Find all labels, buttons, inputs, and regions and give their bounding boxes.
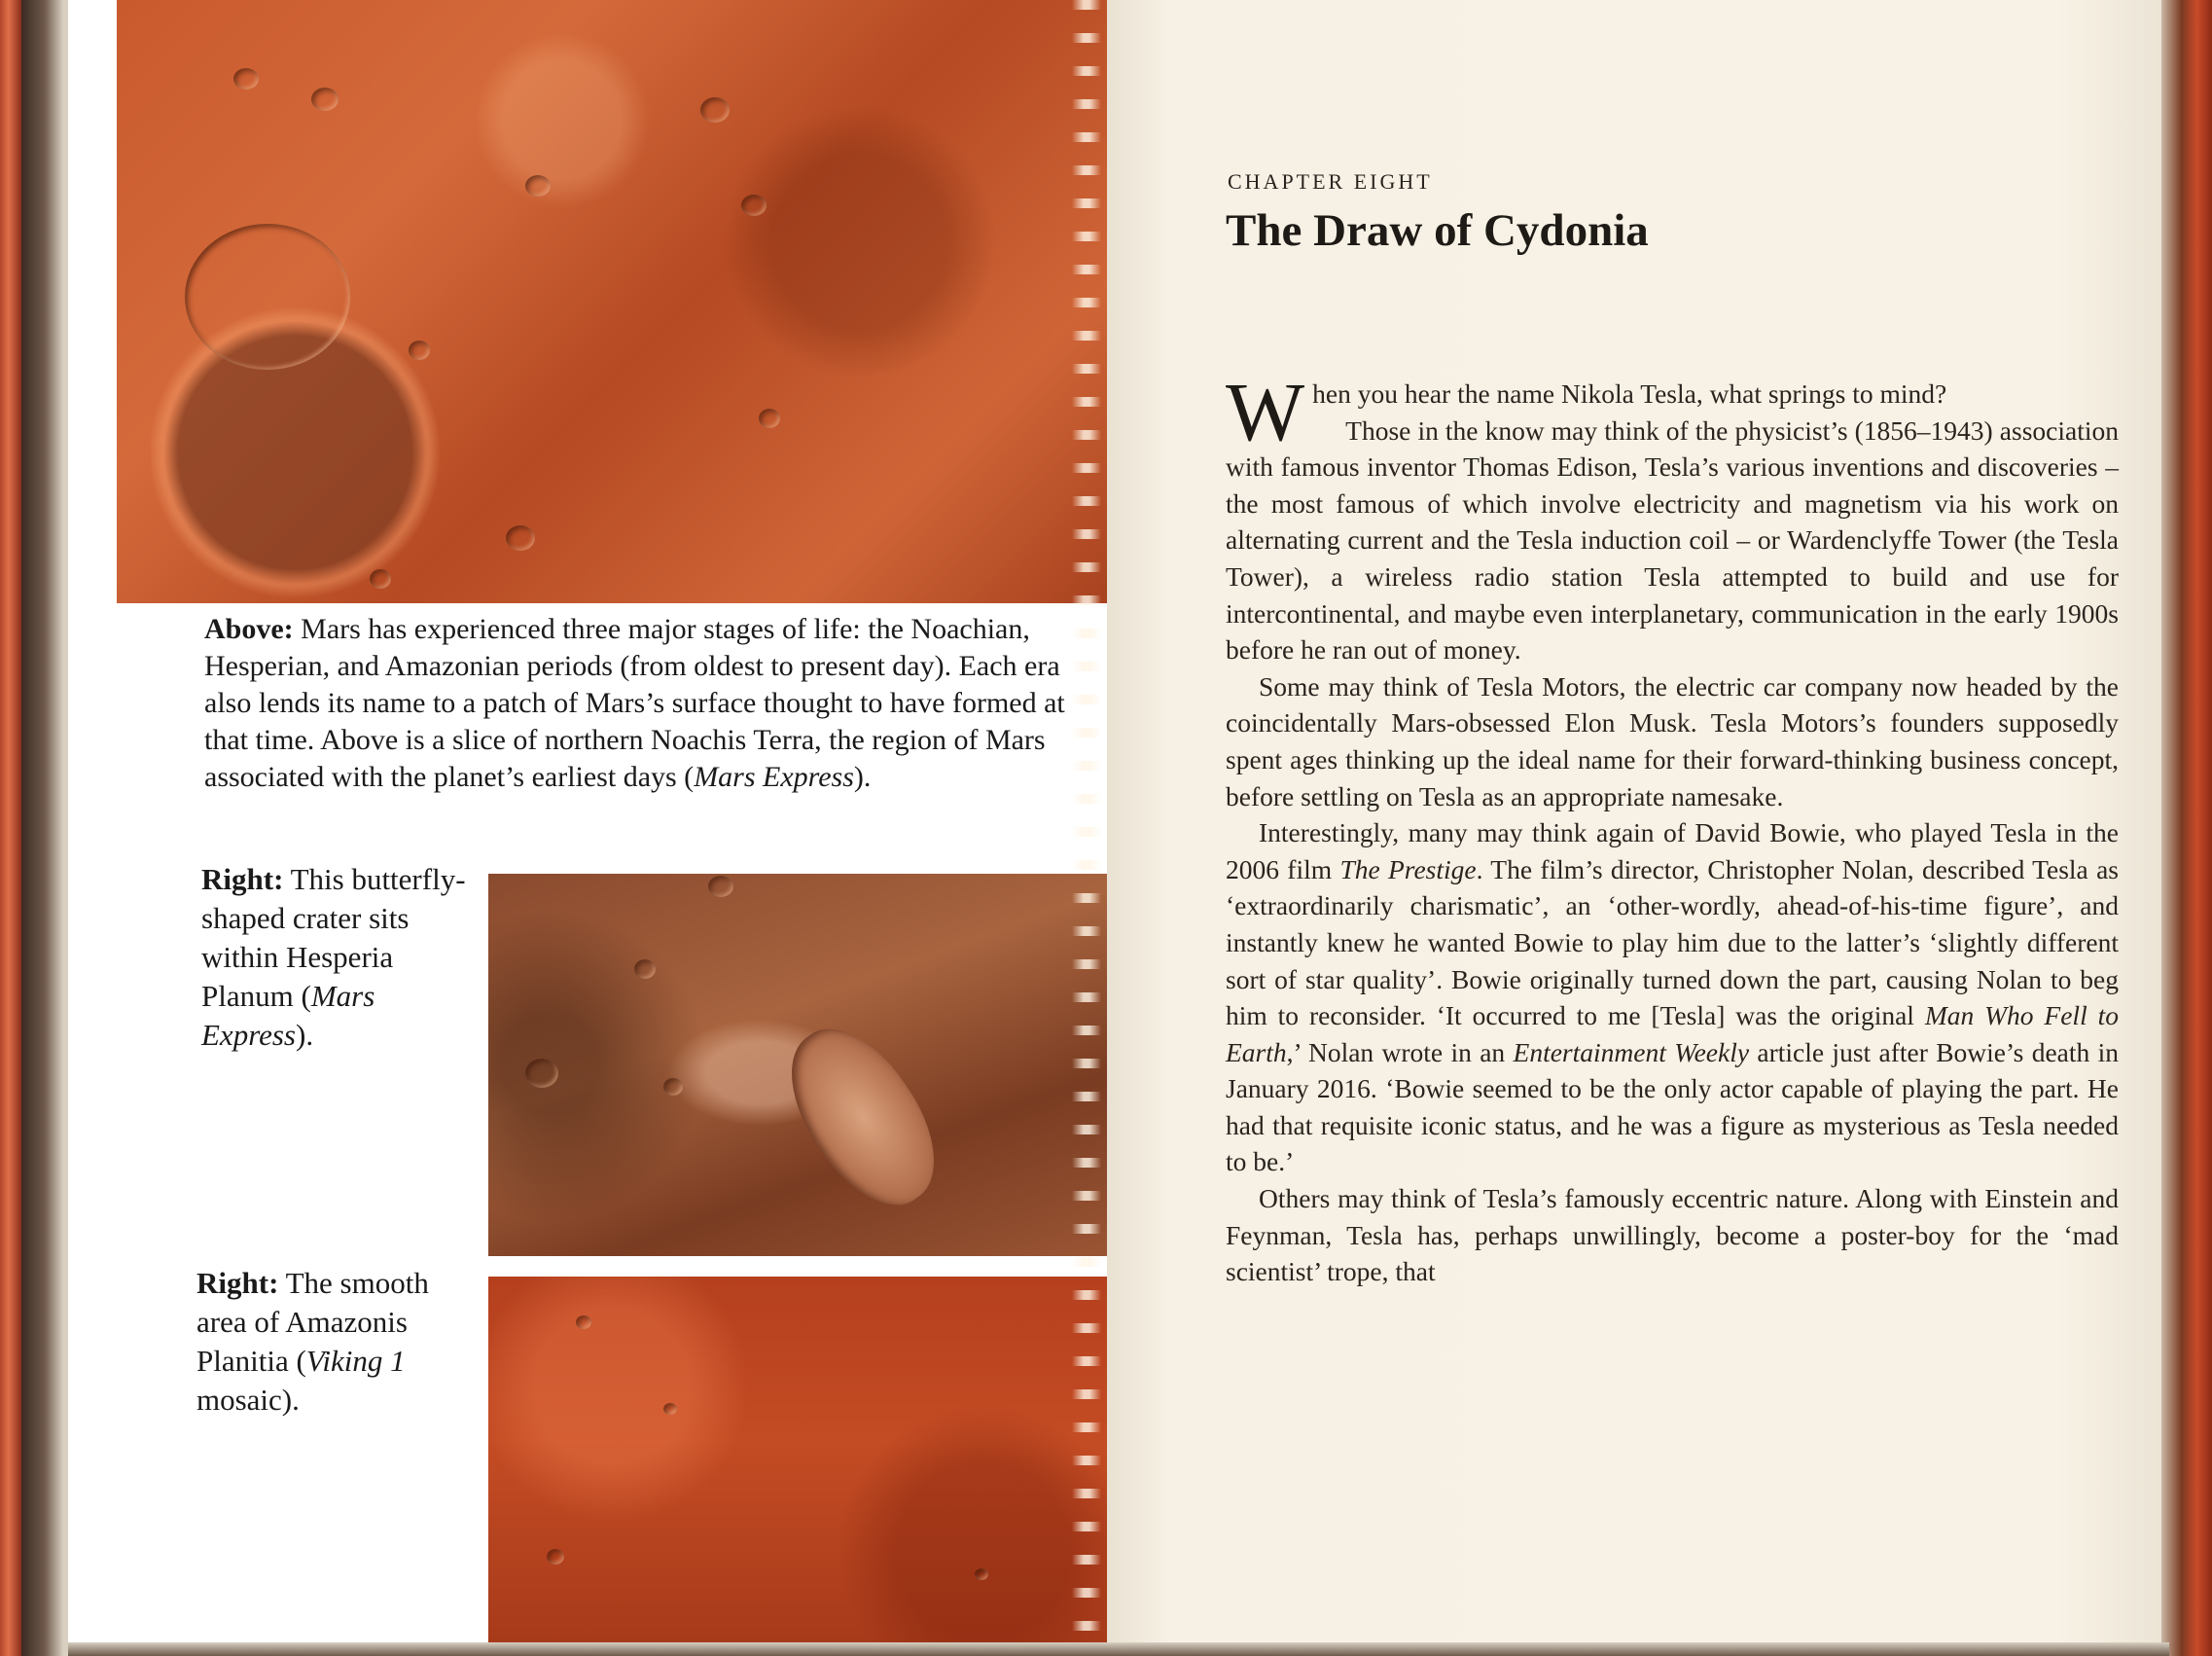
crater — [185, 224, 350, 370]
crater — [506, 525, 535, 551]
caption-tail: ). — [853, 761, 872, 793]
crater — [975, 1568, 988, 1580]
crater — [576, 1315, 591, 1329]
caption-right-butterfly-crater — [201, 860, 483, 1055]
book-edge-left — [0, 0, 21, 1656]
paragraph-text: . The film’s director, Christopher Nolan, described Tesla as ‘extraordinarily charismatic’, an ‘other-wordly, ahead-of-his-time figure’, and instantly knew he wanted Bowie to play him due to the latter’s ‘slightly different sort of star quality’. Bowie originally turned down the part, causing Nolan to beg him to reconsider. ‘It occurred to me [Tesla] was the original — [1226, 853, 2119, 1031]
caption-label: Right: — [196, 1266, 279, 1300]
caption-above — [204, 611, 1099, 796]
caption-tail: ). — [296, 1018, 314, 1052]
crater — [634, 959, 656, 979]
page-stack-left — [21, 0, 68, 1656]
magazine-title: Entertainment Weekly — [1513, 1036, 1750, 1067]
mars-photo-noachis-terra — [117, 0, 1107, 603]
right-page — [1107, 0, 2161, 1642]
crater — [700, 97, 730, 123]
crater — [525, 1059, 558, 1088]
caption-label: Above: — [204, 613, 294, 645]
caption-label: Right: — [201, 862, 284, 896]
crater — [233, 68, 259, 90]
crater — [708, 876, 733, 897]
crater — [311, 88, 339, 111]
chapter-title: The Draw of Cydonia — [1226, 205, 1649, 256]
paragraph — [1226, 365, 2119, 458]
caption-source: Mars Express — [201, 979, 375, 1052]
caption-text: Mars has experienced three major stages of life: the Noachian, Hesperian, and Amazonian periods (from oldest to present day). Each era also lends its name to a patch of Mars’s surface thought to have formed at that time. Above is a slice of northern Noachis Terra, the region of Mars associated with the planet’s earliest days ( — [204, 613, 1065, 793]
caption-text: The smooth area of Amazonis Planitia ( — [196, 1266, 429, 1378]
caption-text: This butterfly-shaped crater sits within Hesperia Planum ( — [201, 862, 466, 1013]
paragraph-text: article just after Bowie’s death in January 2016. ‘Bowie seemed to be the only actor capable of playing the part. He had that requisite iconic status, and he was a figure as mysterious as Tesla needed to be.’ — [1226, 1036, 2119, 1177]
left-page — [68, 0, 1107, 1642]
caption-source: Viking 1 — [305, 1344, 406, 1378]
paragraph: Others may think of Tesla’s famously eccentric nature. Along with Einstein and Feynman, Tesla has, perhaps unwillingly, become a poster-boy for the ‘mad scientist’ trope, that — [1226, 1183, 2119, 1287]
butterfly-crater — [764, 1007, 963, 1228]
drop-cap: W — [1226, 365, 1305, 458]
crater — [547, 1549, 564, 1565]
paragraph: Some may think of Tesla Motors, the electric car company now headed by the coincidentally Mars-obsessed Elon Musk. Tesla Motors’s founders supposedly spent ages thinking up the ideal name for their forward-thinking business concept, before settling on Tesla as an appropriate namesake. — [1226, 670, 2119, 811]
paragraph: Those in the know may think of the physicist’s (1856–1943) association with famous inventor Thomas Edison, Tesla’s various inventions and discoveries – the most famous of which involve electricity and magnetism via his work on alternating current and the Tesla induction coil – or Wardenclyffe Tower (the Tesla Tower), a wireless radio station Tesla attempted to build and use for intercontinental, and maybe even interplanetary, communication in the early 1900s before he ran out of money. — [1226, 414, 2119, 666]
page-stack-bottom — [68, 1642, 2169, 1656]
paragraph — [1226, 814, 2119, 1180]
crater — [663, 1078, 683, 1096]
paragraph-text: hen you hear the name Nikola Tesla, what springs to mind? — [1312, 378, 1947, 409]
paragraph-text: Interestingly, many may think again of David Bowie, who played Tesla in the 2006 film — [1226, 817, 2119, 884]
film-title: The Prestige — [1339, 853, 1477, 884]
mars-photo-hesperia-planum — [488, 874, 1107, 1256]
crater — [409, 341, 430, 360]
crater — [370, 569, 391, 589]
crater — [525, 175, 551, 197]
caption-source: Mars Express — [694, 761, 854, 793]
chapter-number: CHAPTER EIGHT — [1228, 169, 1433, 194]
crater — [741, 195, 767, 216]
gutter-light-reflection — [1072, 0, 1101, 1642]
paragraph-text: ,’ Nolan wrote in an — [1286, 1036, 1514, 1067]
book-edge-right — [2161, 0, 2212, 1656]
mars-photo-amazonis-planitia — [488, 1277, 1107, 1642]
crater — [759, 409, 780, 428]
crater — [663, 1403, 677, 1415]
caption-right-amazonis — [196, 1264, 479, 1420]
chapter-body — [1226, 365, 2119, 1290]
film-title: Man Who Fell to Earth — [1226, 1000, 2119, 1067]
caption-tail: mosaic). — [196, 1383, 300, 1417]
